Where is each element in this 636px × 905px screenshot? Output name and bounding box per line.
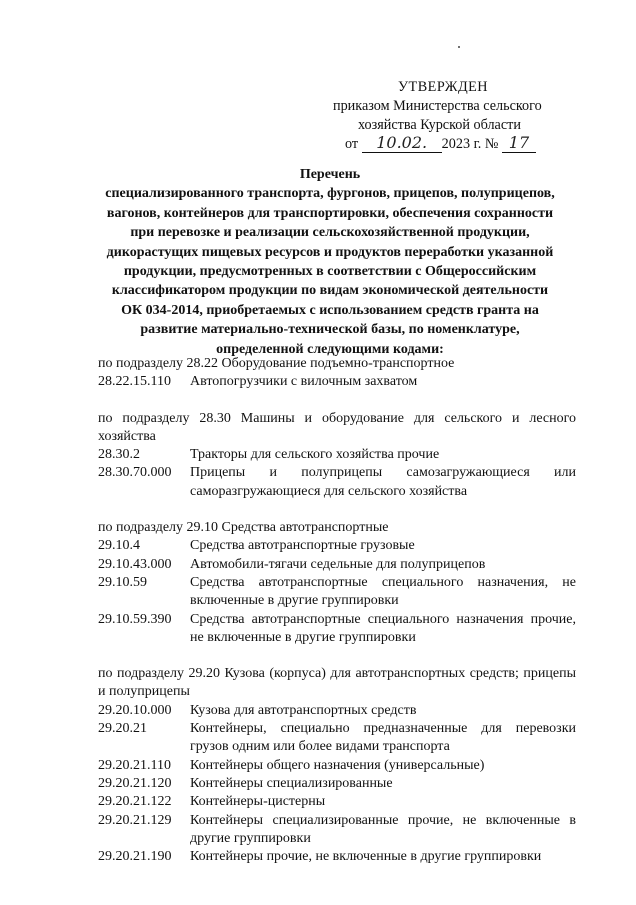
list-item [98, 757, 576, 775]
title-line: дикорастущих пищевых ресурсов и продуктов переработки указанной [106, 244, 554, 260]
title-line: ОК 034-2014, приобретаемых с использованием средств гранта на [121, 302, 539, 318]
scan-speck [458, 46, 460, 48]
subsection-heading: по подразделу 29.20 Кузова (корпуса) для автотранспортных средств; прицепы и полуприцепы [98, 666, 576, 700]
date-field [362, 135, 442, 153]
approval-order-line: приказом Министерства сельского [333, 98, 542, 114]
title-line: при перевозке и реализации сельскохозяйственной продукции, [130, 225, 530, 241]
item-description: Контейнеры, специально предназначенные для перевозки грузов одним или более видами транспорта [190, 721, 576, 755]
list-item [98, 812, 576, 849]
title-line: классификатором продукции по видам экономической деятельности [111, 283, 549, 299]
approval-date-line [345, 135, 536, 154]
from-label: от [345, 136, 359, 152]
list-item [98, 446, 576, 464]
item-code: 29.20.21.110 [98, 757, 171, 773]
item-code: 29.20.21 [98, 721, 147, 737]
item-description: Контейнеры-цистерны [190, 794, 326, 810]
item-code: 28.22.15.110 [98, 374, 171, 390]
item-description: Контейнеры прочие, не включенные в другие группировки [190, 849, 542, 865]
item-code: 28.30.2 [98, 447, 140, 463]
list-item [98, 464, 576, 501]
subsection [98, 665, 576, 866]
list-item [98, 611, 576, 648]
item-code: 29.20.21.122 [98, 794, 172, 810]
year-label: 2023 г. № [441, 136, 499, 152]
list-item [98, 702, 576, 720]
title-heading: Перечень [299, 167, 361, 182]
item-description: Контейнеры общего назначения (универсальные) [190, 757, 485, 773]
item-code: 28.30.70.000 [98, 465, 172, 481]
approval-title: УТВЕРЖДЕН [398, 79, 489, 95]
list-item [98, 793, 576, 811]
item-code: 29.10.59 [98, 574, 147, 590]
subsection [98, 355, 576, 392]
title-line: вагонов, контейнеров для транспортировки, обеспечения сохранности [106, 205, 554, 221]
item-code: 29.20.21.129 [98, 812, 172, 828]
handwritten-date: 10.02. [376, 133, 428, 152]
item-description: Контейнеры специализированные [190, 775, 393, 791]
subsection-heading: по подразделу 28.30 Машины и оборудование для сельского и лесного хозяйства [98, 410, 576, 444]
item-description: Автопогрузчики с вилочным захватом [190, 374, 418, 390]
list-item [98, 537, 576, 555]
title-line: специализированного транспорта, фургонов, прицепов, полуприцепов, [105, 186, 555, 202]
item-description: Кузова для автотранспортных средств [190, 702, 417, 718]
item-code: 29.10.59.390 [98, 611, 172, 627]
item-description: Средства автотранспортные специального назначения, не включенные в другие группировки [190, 574, 576, 609]
item-description: Средства автотранспортные грузовые [190, 538, 415, 554]
list-item [98, 775, 576, 793]
item-code: 29.10.4 [98, 538, 140, 554]
handwritten-number: 17 [508, 133, 530, 152]
list-item [98, 574, 576, 611]
item-code: 29.10.43.000 [98, 556, 172, 572]
approval-ministry-line: хозяйства Курской области [358, 117, 521, 133]
item-description: Тракторы для сельского хозяйства прочие [190, 447, 440, 463]
item-description: Средства автотранспортные специального назначения прочие, не включенные в другие группировки [190, 611, 576, 645]
title-line: продукции, предусмотренных в соответствии с Общероссийским [123, 264, 537, 280]
title-line: развитие материально-технической базы, по номенклатуре, [140, 322, 520, 338]
subsection [98, 519, 576, 647]
subsection-heading: по подразделу 29.10 Средства автотранспортные [98, 520, 389, 536]
list-item [98, 373, 576, 391]
title-line: определенной следующими кодами: [216, 341, 444, 357]
classifier-list [98, 355, 576, 884]
item-code: 29.20.10.000 [98, 702, 172, 718]
item-description: Автомобили-тягачи седельные для полуприцепов [190, 556, 486, 572]
item-description: Контейнеры специализированные прочие, не включенные в другие группировки [190, 812, 576, 846]
document-title [70, 165, 590, 359]
item-code: 29.20.21.120 [98, 775, 172, 791]
subsection-heading: по подразделу 28.22 Оборудование подъемно-транспортное [98, 356, 455, 371]
list-item [98, 720, 576, 757]
list-item [98, 848, 576, 866]
subsection [98, 410, 576, 501]
item-description: Прицепы и полуприцепы самозагружающиеся или саморазгружающиеся для сельского хозяйства [190, 465, 576, 499]
number-field [502, 135, 536, 153]
list-item [98, 556, 576, 574]
item-code: 29.20.21.190 [98, 849, 172, 865]
